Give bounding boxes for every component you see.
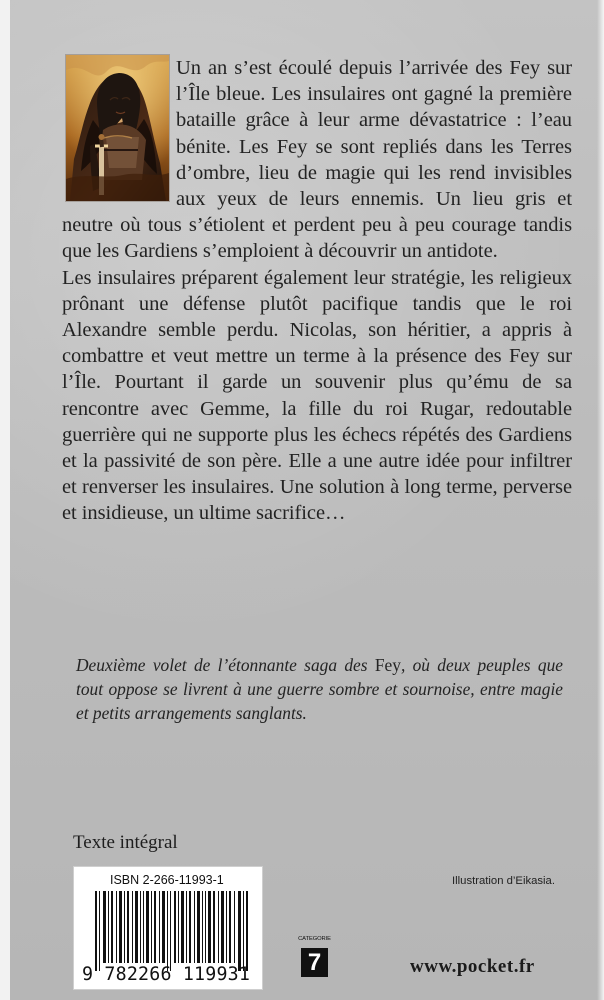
synopsis-paragraph-1: [62, 55, 572, 265]
series-tagline: [76, 653, 563, 725]
tagline-before-text: Deuxième volet de l’étonnante saga des: [76, 655, 375, 675]
tagline-series-name: Fey: [374, 655, 401, 675]
category-badge: [298, 936, 331, 981]
synopsis-paragraph-2: Les insulaires préparent également leur stratégie, les religieux prônant une défense plutôt pacifique tandis que le roi Alexandre semble perdu. Nicolas, son héritier, a appris à combattre et veut mettre un terme à la présence des Fey sur l’Île. Pourtant il garde un souvenir plus qu’ému de sa rencontre avec Gemme, la fille du roi Rugar, redoutable guerrière qui ne supporte plus les échecs répétés des Gardiens et la passivité de son père. Elle a une autre idée pour infiltrer et renverser les insulaires. Une solution à long terme, perverse et insidieuse, un ultime sacrifice…: [62, 266, 572, 525]
barcode-icon: [95, 891, 249, 971]
edition-label: Texte intégral: [73, 832, 178, 853]
barcode-number: 9 782266 119931: [82, 964, 251, 985]
isbn-barcode-block: [73, 866, 263, 990]
synopsis-paragraph-1-text: Un an s’est écoulé depuis l’arrivée des Fey sur l’Île bleue. Les insulaires ont gagné la première bataille grâce à leur arme dévastatrice : l’eau bénite. Les Fey se sont repliés dans les Terres d’ombre, lieu de magie qui les rend invisibles aux yeux de leurs ennemis. Un lieu gris et neutre où tous s’étiolent et perdent peu à peu courage tandis que les Gardiens s’emploient à découvrir un antidote.: [62, 57, 572, 263]
illustration-text-wrap-space: [62, 55, 176, 209]
illustration-credit: Illustration d’Eikasia.: [452, 875, 555, 887]
isbn-label: ISBN 2-266-11993-1: [110, 873, 224, 887]
back-cover-synopsis: [62, 55, 572, 527]
category-label: CATEGORIE: [298, 936, 331, 942]
publisher-website: www.pocket.fr: [410, 956, 535, 977]
tagline-after-text: , où deux peuples que tout oppose se livrent à une guerre sombre et sournoise, entre magie et petits arrangements sanglants.: [76, 655, 563, 723]
category-value: 7: [301, 948, 328, 977]
